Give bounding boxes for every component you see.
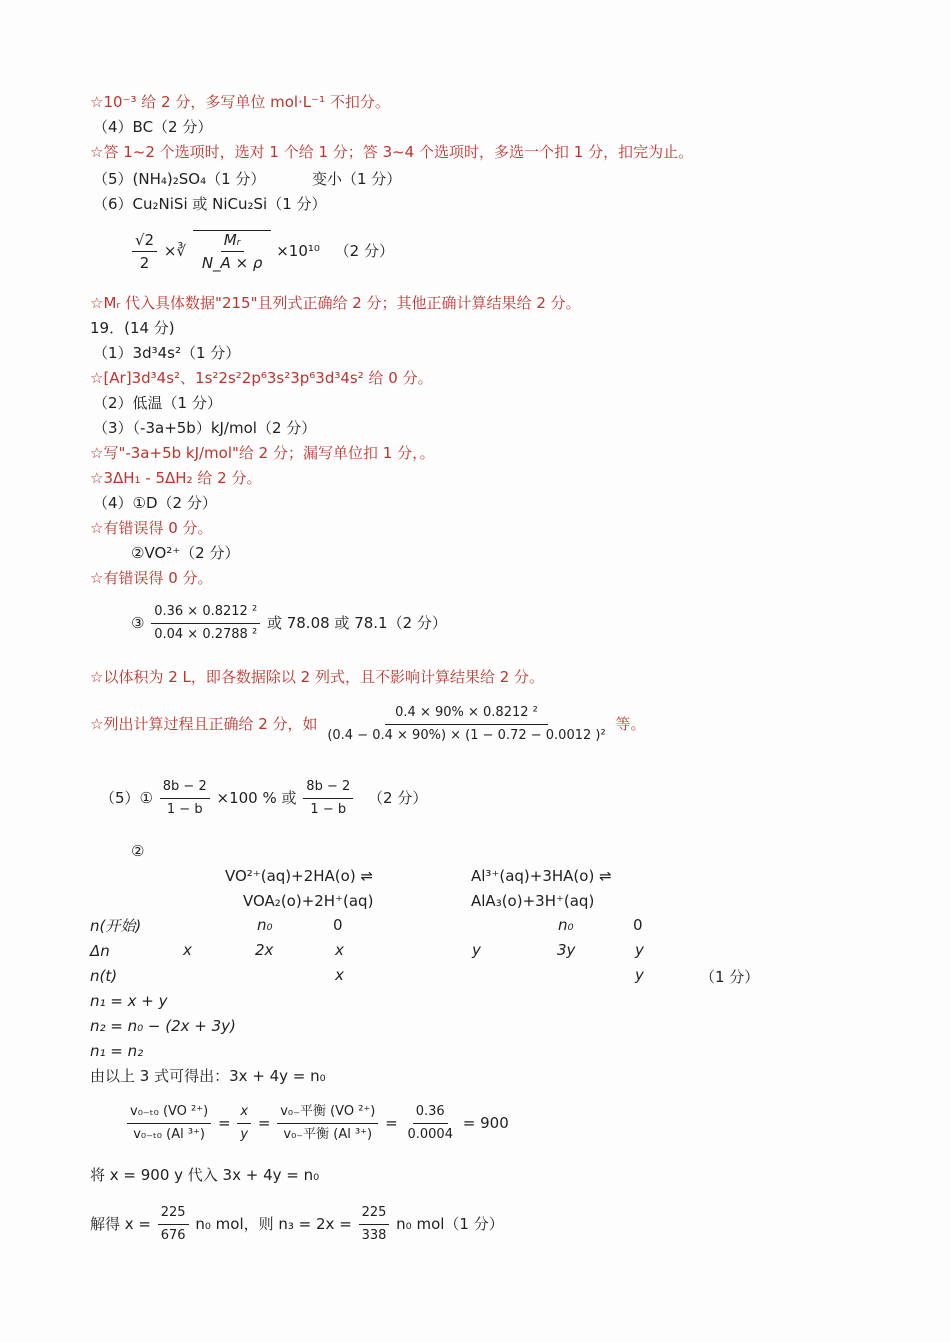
line-n-eq: n₁ = n₂ xyxy=(90,1042,144,1060)
answer-18-5a: （5）(NH₄)₂SO₄（1 分） xyxy=(93,170,266,188)
eq-al-top: Al³⁺(aq)+3HA(o) ⇌ xyxy=(471,867,612,885)
row-t-label: n(t) xyxy=(90,967,118,985)
row-start-label: n(开始) xyxy=(90,917,142,935)
t-cell: x xyxy=(335,966,344,984)
line-solution: 解得 x = $\frac{225}{676}$ n₀ mol，则 n₃ = 2x = $\frac{225}{338}$ n₀ mol（1 分） xyxy=(90,1205,504,1243)
answer-19-5a: （5）① $\frac{8b - 2}{1 - b}$ ×100 % 或 $\frac{8b - 2}{1 - b}$ （2 分） xyxy=(100,779,428,817)
answer-19-4a: （4）①D（2 分） xyxy=(93,494,217,512)
row-delta-label: Δn xyxy=(90,942,110,960)
answer-18-6: （6）Cu₂NiSi 或 NiCu₂Si（1 分） xyxy=(93,195,327,213)
delta-cell: 3y xyxy=(557,941,576,959)
answer-19-5b-label: ② xyxy=(131,842,145,860)
note-error-zero-2: ☆有错误得 0 分。 xyxy=(90,569,213,587)
delta-cell: y xyxy=(635,941,644,959)
rate-ratio-formula: $\frac{\text{v₀₋ₜ₀ (VO ²⁺)}}{\text{v₀₋ₜ₀ (Al ³⁺)}}$ = $\frac{x}{y}$ = $\frac{\text{v₀₋平衡 (VO ²⁺)}}{\text{v₀₋平衡 (Al ³⁺)}}$ = $\frac{0.36}{0.0004}$ = 900 xyxy=(125,1103,509,1144)
line-n1: n₁ = x + y xyxy=(90,992,168,1010)
eq-vo-top: VO²⁺(aq)+2HA(o) ⇌ xyxy=(225,867,374,885)
start-cell: n₀ xyxy=(257,916,273,934)
line-n2: n₂ = n₀ − (2x + 3y) xyxy=(90,1017,236,1035)
line-derive: 由以上 3 式可得出：3x + 4y = n₀ xyxy=(90,1067,326,1085)
line-substitute: 将 x = 900 y 代入 3x + 4y = n₀ xyxy=(90,1166,320,1184)
delta-cell: 2x xyxy=(255,941,274,959)
eq-vo-bottom: VOA₂(o)+2H⁺(aq) xyxy=(243,892,374,910)
note-mr: ☆Mᵣ 代入具体数据"215"且列式正确给 2 分；其他正确计算结果给 2 分。 xyxy=(90,294,581,312)
note-units: ☆10⁻³ 给 2 分，多写单位 mol·L⁻¹ 不扣分。 xyxy=(90,93,390,111)
note-calc-process: ☆列出计算过程且正确给 2 分，如 $\frac{\text{0.4 × 90\% × 0.8212 ²}}{\text{(0.4 − 0.4 × 90\%) × (1 − 0.72 − 0.0012 )²}}$ 等。 xyxy=(90,705,646,743)
answer-18-5b: 变小（1 分） xyxy=(312,170,402,188)
answer-19-3: （3）（-3a+5b）kJ/mol（2 分） xyxy=(93,419,317,437)
formula-density: $\frac{√2}{2}$ ×∛ $\frac{\text{Mᵣ}}{N\_A \times \rho}$ ×10¹⁰ （2 分） xyxy=(130,230,394,272)
delta-cell: x xyxy=(335,941,344,959)
note-choice-scoring: ☆答 1~2 个选项时，选对 1 个给 1 分；答 3~4 个选项时，多选一个扣 1 分，扣完为止。 xyxy=(90,143,694,161)
start-cell: 0 xyxy=(333,916,343,934)
question-19-title: 19．(14 分) xyxy=(90,319,175,337)
start-cell: n₀ xyxy=(558,916,574,934)
answer-18-4: （4）BC（2 分） xyxy=(93,118,213,136)
note-delta-h: ☆3ΔH₁ - 5ΔH₂ 给 2 分。 xyxy=(90,469,262,487)
note-electron-config: ☆[Ar]3d³4s²、1s²2s²2p⁶3s²3p⁶3d³4s² 给 0 分。 xyxy=(90,369,433,387)
delta-cell: x xyxy=(183,941,192,959)
answer-19-1: （1）3d³4s²（1 分） xyxy=(93,344,241,362)
t-cell: y xyxy=(635,966,644,984)
answer-19-4b: ②VO²⁺（2 分） xyxy=(131,544,240,562)
answer-19-4c: ③ $\frac{\text{0.36 × 0.8212 ²}}{\text{0.04 × 0.2788 ²}}$ 或 78.08 或 78.1（2 分） xyxy=(131,604,447,642)
eq-al-bottom: AlA₃(o)+3H⁺(aq) xyxy=(471,892,595,910)
note-volume: ☆以体积为 2 L，即各数据除以 2 列式，且不影响计算结果给 2 分。 xyxy=(90,668,545,686)
note-unit-deduction: ☆写"-3a+5b kJ/mol"给 2 分；漏写单位扣 1 分，。 xyxy=(90,444,435,462)
delta-cell: y xyxy=(472,941,481,959)
note-error-zero-1: ☆有错误得 0 分。 xyxy=(90,519,213,537)
answer-19-2: （2）低温（1 分） xyxy=(93,394,222,412)
t-score: （1 分） xyxy=(700,968,760,986)
start-cell: 0 xyxy=(633,916,643,934)
